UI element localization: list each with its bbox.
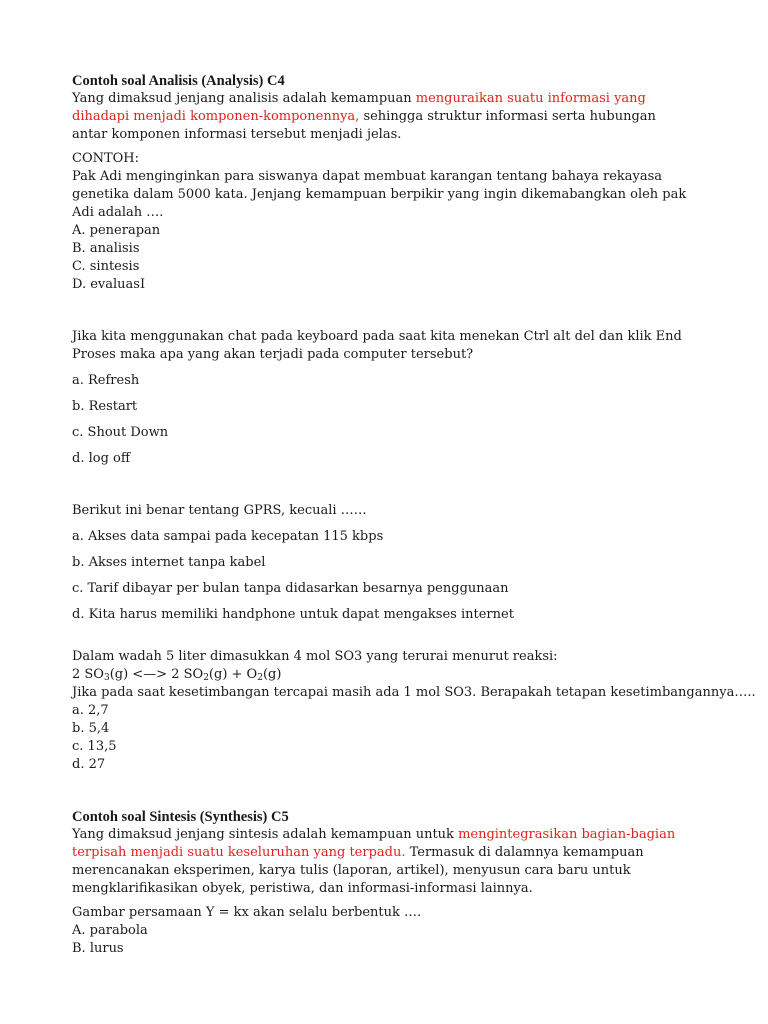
c5-question-option: B. lurus [72,941,124,956]
c4-definition-highlight: menguraikan suatu informasi yang dihadapi menjadi komponen-komponennya, [72,91,646,124]
question-4-text: Dalam wadah 5 liter dimasukkan 4 mol SO3 yang terurai menurut reaksi: [72,649,558,664]
equation-part: (g) [262,667,282,682]
equation-part: (g) + O [208,667,258,682]
c5-definition [72,826,692,898]
equation-subscript: 2 [257,673,263,683]
question-4-option: d. 27 [72,757,106,772]
question-4-option: a. 2,7 [72,703,109,718]
c5-definition-post: Termasuk di dalamnya kemampuan merencanakan eksperimen, karya tulis (laporan, artikel), menyusun cara baru untuk mengklarifikasikan obyek, peristiwa, dan informasi-informasi lainnya. [72,845,644,896]
question-1-text: Pak Adi menginginkan para siswanya dapat membuat karangan tentang bahaya rekayasa genetika dalam 5000 kata. Jenjang kemampuan berpikir yang ingin dikemabangkan oleh pak Adi adalah …. [72,169,687,220]
question-2-option: c. Shout Down [72,425,169,440]
question-1-option: A. penerapan [72,223,161,238]
equation-subscript: 3 [103,673,110,683]
question-3-text: Berikut ini benar tentang GPRS, kecuali …… [72,503,367,518]
question-2-option: a. Refresh [72,373,140,388]
chemical-equation [72,666,692,684]
c5-question-option: A. parabola [72,923,148,938]
question-1-option: D. evaluasI [72,277,146,292]
page-content [72,72,756,958]
c5-definition-highlight: mengintegrasikan bagian-bagian terpisah menjadi suatu keseluruhan yang terpadu. [72,827,676,860]
contoh-label: CONTOH: [72,151,140,166]
question-4-option: c. 13,5 [72,739,117,754]
question-3-option: c. Tarif dibayar per bulan tanpa didasarkan besarnya penggunaan [72,581,509,596]
c5-definition-pre: Yang dimaksud jenjang sintesis adalah kemampuan untuk [72,827,459,842]
c4-definition-post: sehingga struktur informasi serta hubungan antar komponen informasi tersebut menjadi jelas. [72,109,656,142]
section-heading-c5: Contoh soal Sintesis (Synthesis) C5 [72,809,289,825]
question-3-option: a. Akses data sampai pada kecepatan 115 kbps [72,529,384,544]
question-2-option: d. log off [72,451,131,466]
question-2-text: Jika kita menggunakan chat pada keyboard pada saat kita menekan Ctrl alt del dan klik End Proses maka apa yang akan terjadi pada computer tersebut? [72,329,682,362]
question-4-option: b. 5,4 [72,721,110,736]
section-heading-c4: Contoh soal Analisis (Analysis) C4 [72,73,285,89]
question-4-text-2: Jika pada saat kesetimbangan tercapai masih ada 1 mol SO3. Berapakah tetapan kesetimbangannya….. [72,685,756,700]
c4-definition [72,90,692,144]
equation-part: 2 SO [72,667,104,682]
question-3-option: b. Akses internet tanpa kabel [72,555,266,570]
question-3-option: d. Kita harus memiliki handphone untuk dapat mengakses internet [72,607,514,622]
question-2-option: b. Restart [72,399,138,414]
equation-subscript: 2 [203,673,209,683]
question-1-option: C. sintesis [72,259,140,274]
question-1-option: B. analisis [72,241,140,256]
equation-part: (g) <—> 2 SO [109,667,204,682]
c4-definition-pre: Yang dimaksud jenjang analisis adalah kemampuan [72,91,416,106]
c5-question-text: Gambar persamaan Y = kx akan selalu berbentuk …. [72,905,422,920]
